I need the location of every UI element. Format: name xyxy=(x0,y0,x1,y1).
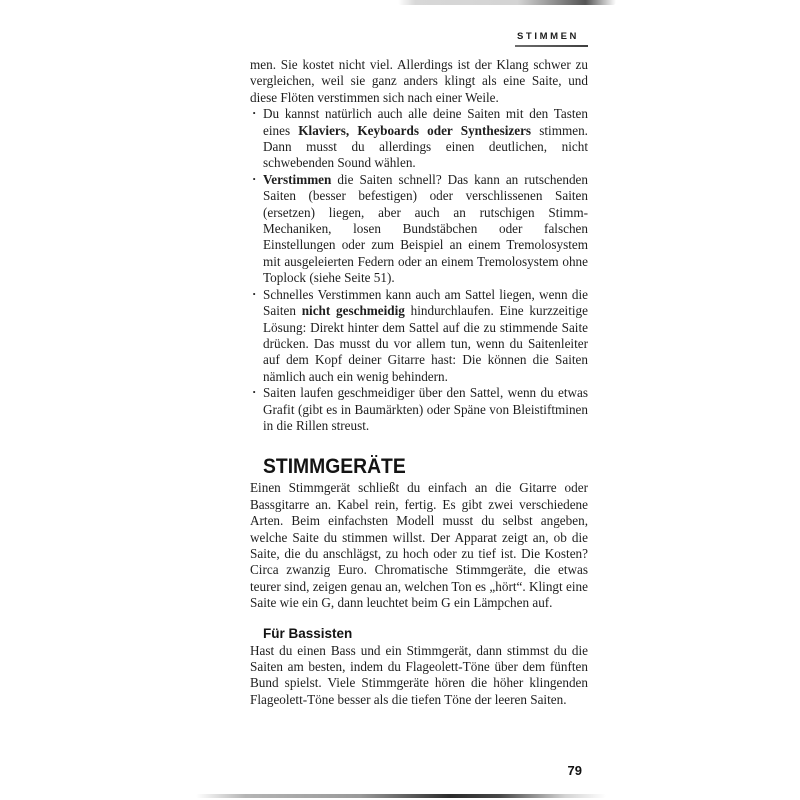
bullet-text-bold: Klaviers, Keyboards oder Synthesizers xyxy=(298,122,532,138)
section-heading-stimmgeraete: STIMMGERÄTE xyxy=(263,455,406,479)
bullet-marker: · xyxy=(252,285,257,301)
continuation-paragraph: men. Sie kostet nicht viel. Allerdings ist der Klang schwer zu vergleichen, weil sie ganz anders klingt als eine Saite, und diese Flöten verstimmen sich nach einer Weile. xyxy=(250,57,588,105)
subsection-paragraph: Hast du einen Bass und ein Stimmgerät, dann stimmst du die Saiten am besten, indem du Flageolett-Töne über dem fünften Bund spielst. Viele Stimmgeräte hören die höher klingenden Flageolett-Töne besser als die tiefen Töne der leeren Saiten. xyxy=(250,642,588,707)
bullet-text: Schnelles Verstimmen kann auch am Sattel liegen, wenn die Saiten xyxy=(263,286,588,319)
bullet-item-keyboards xyxy=(250,106,588,172)
bullet-text: Saiten laufen geschmeidiger über den Sattel, wenn du etwas Grafit (gibt es in Baumärkten) oder Späne von Bleistiftminen in die Rillen streust. xyxy=(263,385,588,433)
bullet-list xyxy=(250,106,588,434)
page-number: 79 xyxy=(567,763,582,778)
running-header xyxy=(515,31,588,47)
bullet-marker: · xyxy=(252,170,257,186)
bullet-item-verstimmen xyxy=(250,172,588,287)
bullet-text-bold: Verstimmen xyxy=(263,171,332,187)
bullet-marker: · xyxy=(252,384,257,400)
bullet-text: stimmen. Dann musst du allerdings einen deutlichen, nicht schwebenden Sound wählen. xyxy=(263,122,588,171)
running-header-label: STIMMEN xyxy=(517,31,580,42)
text-column xyxy=(250,57,588,708)
bullet-marker: · xyxy=(252,105,257,121)
bullet-item-grafit xyxy=(250,385,588,434)
bullet-item-sattel xyxy=(250,287,588,385)
subsection-heading-fuer-bassisten: Für Bassisten xyxy=(263,625,353,641)
section-paragraph: Einen Stimmgerät schließt du einfach an die Gitarre oder Bassgitarre an. Kabel rein, fertig. Es gibt zwei verschiedene Arten. Beim einfachsten Modell musst du selbst angeben, welche Saite du stimmen willst. Der Apparat zeigt an, ob die Saite, die du anschlägst, zu hoch oder zu tief ist. Die Kosten? Circa zwanzig Euro. Chromatische Stimmgeräte, die etwas teurer sind, zeigen genau an, welchen Ton es „hört“. Klingt eine Saite wie ein G, dann leuchtet beim G ein Lämpchen auf. xyxy=(250,480,588,611)
bullet-text: hindurchlaufen. Eine kurzzeitige Lösung: Direkt hinter dem Sattel auf die zu stimmende Saite drücken. Das musst du vor allem tun, wenn du Saitenleiter auf dem Kopf deiner Gitarre hast: Die können die Saiten nämlich auch ein wenig behindern. xyxy=(263,303,588,384)
bullet-text: Du kannst natürlich auch alle deine Saiten mit den Tasten eines xyxy=(263,106,588,138)
scan-artifact-top xyxy=(398,0,616,5)
bullet-text-bold: nicht geschmeidig xyxy=(301,303,405,319)
running-header-rule xyxy=(515,45,588,47)
bullet-text: die Saiten schnell? Das kann an rutschenden Saiten (besser befestigen) oder verschlissenen Saiten (ersetzen) liegen, aber auch an rutschigen Stimm-Mechaniken, losen Bundstäbchen oder falschen Einstellungen oder zum Beispiel an einem Tremolosystem mit ausgeleierten Federn oder an einem Tremolosystem ohne Toplock (siehe Seite 51). xyxy=(263,171,588,286)
scan-artifact-bottom xyxy=(196,794,606,798)
